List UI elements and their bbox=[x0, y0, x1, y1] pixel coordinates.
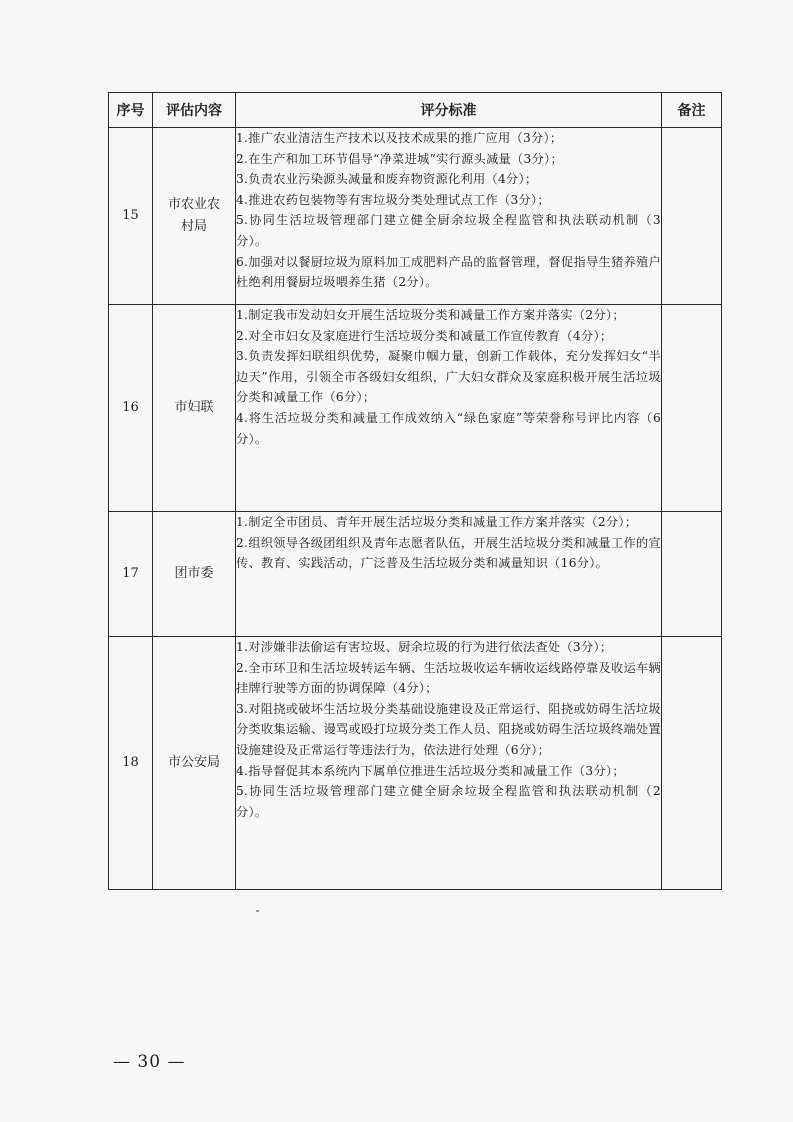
table-row bbox=[109, 637, 722, 890]
criteria-item: 3.负责发挥妇联组织优势，凝聚巾帼力量，创新工作载体，充分发挥妇女“半边天”作用，引领全市各级妇女组织，广大妇女群众及家庭积极开展生活垃圾分类和减量工作（6分）； bbox=[236, 349, 661, 405]
criteria-item: 1.制定全市团员、青年开展生活垃圾分类和减量工作方案并落实（2分）； bbox=[236, 515, 638, 529]
row-remarks bbox=[662, 512, 722, 637]
row-number: 16 bbox=[109, 305, 153, 512]
department-line: 团市委 bbox=[174, 566, 214, 581]
criteria-item: 1.推广农业清洁生产技术以及技术成果的推广应用（3分）； bbox=[236, 131, 563, 145]
scoring-table bbox=[108, 92, 722, 890]
criteria-item: 1.对涉嫌非法偷运有害垃圾、厨余垃圾的行为进行依法查处（3分）； bbox=[236, 640, 613, 654]
row-criteria bbox=[236, 637, 662, 890]
row-department bbox=[153, 512, 236, 637]
department-line: 村局 bbox=[180, 219, 207, 234]
criteria-item: 4.推进农药包装物等有害垃圾分类处理试点工作（3分）； bbox=[236, 192, 550, 207]
row-number: 15 bbox=[109, 128, 153, 305]
criteria-item: 5.协同生活垃圾管理部门建立健全厨余垃圾全程监管和执法联动机制（2分）。 bbox=[236, 784, 661, 819]
header-scoring-criteria: 评分标准 bbox=[236, 93, 662, 128]
row-number: 17 bbox=[109, 512, 153, 637]
criteria-item: 2.对全市妇女及家庭进行生活垃圾分类和减量工作宣传教育（4分）； bbox=[236, 328, 613, 343]
row-department bbox=[153, 637, 236, 890]
row-criteria bbox=[236, 128, 662, 305]
criteria-item: 6.加强对以餐厨垃圾为原料加工成肥料产品的监督管理，督促指导生猪养殖户杜绝利用餐厨垃圾喂养生猪（2分）。 bbox=[236, 254, 661, 290]
criteria-item: 5.协同生活垃圾管理部门建立健全厨余垃圾全程监管和执法联动机制（3分）。 bbox=[236, 213, 661, 248]
table-row bbox=[109, 512, 722, 637]
criteria-item: 2.组织领导各级团组织及青年志愿者队伍，开展生活垃圾分类和减量工作的宣传、教育、实践活动，广泛普及生活垃圾分类和减量知识（16分）。 bbox=[236, 535, 661, 571]
row-number: 18 bbox=[109, 637, 153, 890]
row-remarks bbox=[662, 637, 722, 890]
header-serial-number: 序号 bbox=[109, 93, 153, 128]
row-criteria bbox=[236, 512, 662, 637]
header-evaluation-content: 评估内容 bbox=[153, 93, 236, 128]
criteria-item: 4.指导督促其本系统内下属单位推进生活垃圾分类和减量工作（3分）； bbox=[236, 763, 625, 778]
department-line: 市妇联 bbox=[174, 400, 214, 415]
criteria-item: 3.负责农业污染源头减量和废弃物资源化利用（4分）； bbox=[236, 172, 538, 187]
criteria-item: 3.对阻挠或破坏生活垃圾分类基础设施建设及正常运行、阻挠或妨碍生活垃圾分类收集运输、谩骂或殴打垃圾分类工作人员、阻挠或妨碍生活垃圾终端处置设施建设及正常运行等违法行为，依法进行处理（6分）； bbox=[236, 701, 661, 757]
department-line: 市农业农 bbox=[167, 197, 220, 212]
criteria-item: 4.将生活垃圾分类和减量工作成效纳入“绿色家庭”等荣誉称号评比内容（6分）。 bbox=[236, 410, 661, 446]
row-criteria bbox=[236, 305, 662, 512]
page-number: — 30 — bbox=[113, 1052, 186, 1072]
criteria-item: 2.全市环卫和生活垃圾转运车辆、生活垃圾收运车辆收运线路停靠及收运车辆挂牌行驶等方面的协调保障（4分）； bbox=[236, 660, 661, 696]
row-department bbox=[153, 305, 236, 512]
row-remarks bbox=[662, 305, 722, 512]
header-remarks: 备注 bbox=[662, 93, 722, 128]
row-department bbox=[153, 128, 236, 305]
row-remarks bbox=[662, 128, 722, 305]
table-row bbox=[109, 128, 722, 305]
criteria-item: 2.在生产和加工环节倡导“净菜进城”实行源头减量（3分）； bbox=[236, 151, 563, 166]
department-line: 市公安局 bbox=[167, 755, 220, 770]
scan-speck bbox=[256, 910, 259, 912]
table-header-row bbox=[109, 93, 722, 128]
table-row bbox=[109, 305, 722, 512]
criteria-item: 1.制定我市发动妇女开展生活垃圾分类和减量工作方案并落实（2分）； bbox=[236, 308, 625, 322]
